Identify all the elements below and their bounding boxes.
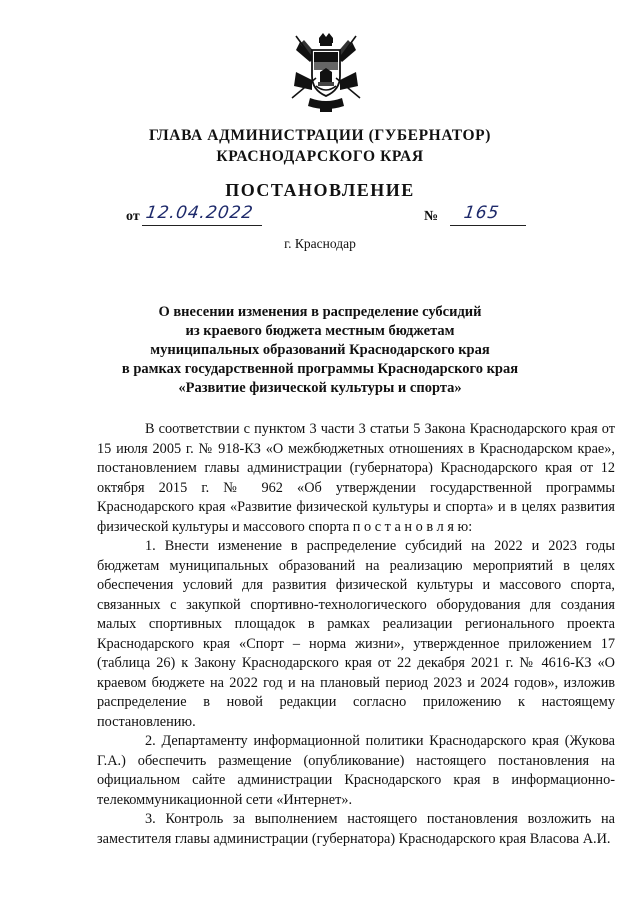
handwritten-date: 12.04.2022 [144,203,255,223]
clause-2-paragraph: 2. Департаменту информационной политики Краснодарского края (Жукова Г.А.) обеспечить размещение (опубликование) настоящего постановления на официальном сайте администрации Краснодарского края в информационно-телекоммуникационной сети «Интернет». [97,733,615,808]
city-name: г. Краснодар [284,236,356,251]
organization-title-line1: ГЛАВА АДМИНИСТРАЦИИ (ГУБЕРНАТОР) [149,127,491,144]
document-type: ПОСТАНОВЛЕНИЕ [225,180,415,200]
title-line: из краевого бюджета местным бюджетам [185,323,455,339]
document-body [97,420,615,849]
date-field [142,203,262,226]
clause-3-paragraph: 3. Контроль за выполнением настоящего постановления возложить на заместителя главы администрации (губернатора) Краснодарского края Власова А.И. [97,811,615,847]
preamble-paragraph: В соответствии с пунктом 3 части 3 статьи 5 Закона Краснодарского края от 15 июля 2005 г. № 918-КЗ «О межбюджетных отношениях в Краснодарском крае», постановлением главы администрации (губернатора) Краснодарского края от 12 октября 2015 г. № 962 «Об утверждении государственной программы Краснодарского края «Развитие физической культуры и спорта» и в целях развития физической культуры и массового спорта п о с т а н о в л я ю: [97,421,615,535]
date-label: от [126,209,140,224]
date-number-line [126,204,526,228]
title-line: муниципальных образований Краснодарского края [150,342,490,358]
title-line: О внесении изменения в распределение субсидий [158,304,482,320]
title-line: «Развитие физической культуры и спорта» [178,380,462,396]
title-line: в рамках государственной программы Краснодарского края [121,361,519,377]
number-field [450,203,526,226]
krasnodar-coat-of-arms-icon [290,32,362,116]
resolution-title [90,303,550,398]
organization-title-line2: КРАСНОДАРСКОГО КРАЯ [216,148,424,165]
handwritten-number: 165 [462,203,501,223]
number-label: № [424,209,439,224]
clause-1-paragraph: 1. Внести изменение в распределение субсидий на 2022 и 2023 годы бюджетам муниципальных образований на реализацию мероприятий в целях обеспечения условий для развития физической культуры и массового спорта, связанных с закупкой спортивно-технологического оборудования для создания малых спортивных площадок в рамках реализации регионального проекта Краснодарского края «Спорт – норма жизни», утвержденное приложением 17 (таблица 26) к Закону Краснодарского края от 22 декабря 2021 г. № 4616-КЗ «О краевом бюджете на 2022 год и на плановый период 2023 и 2024 годов», изложив распределение в новой редакции согласно приложению к настоящему постановлению. [97,538,615,730]
